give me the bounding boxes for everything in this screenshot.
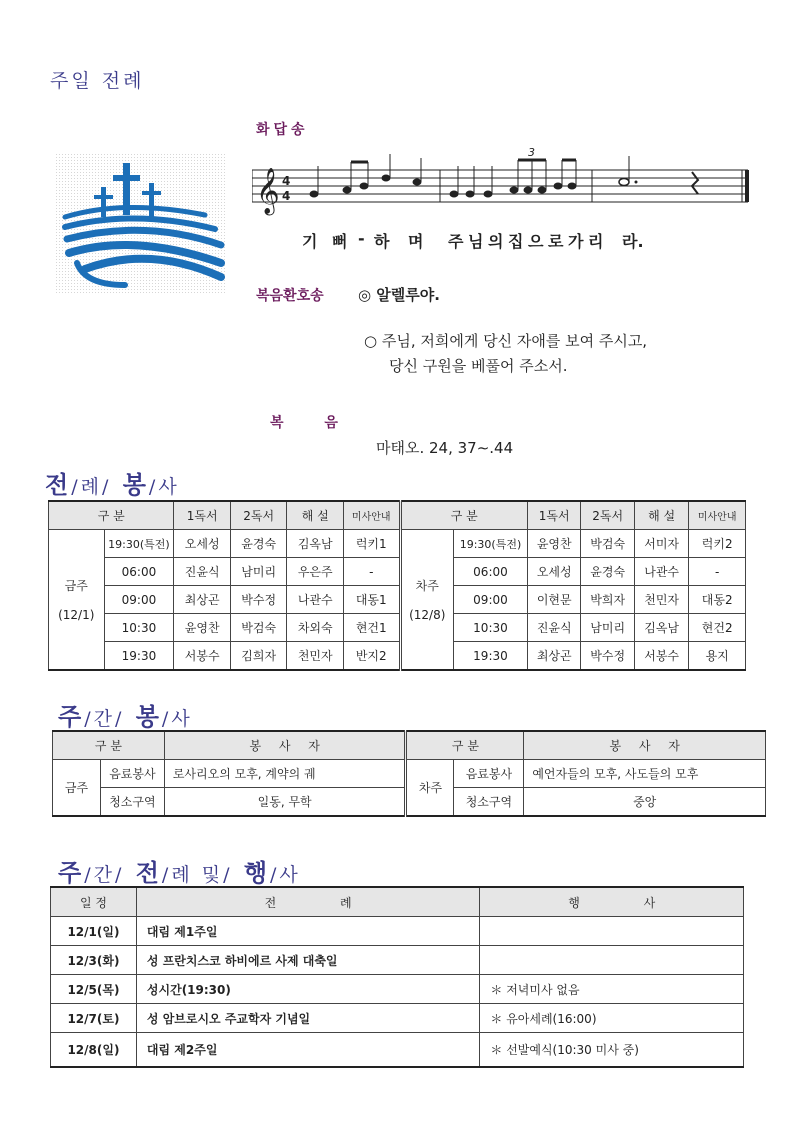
section-title-weekly-service: 주/간/ 봉/사	[58, 702, 193, 731]
table-row: 금주 음료봉사 로사리오의 모후, 계약의 궤 차주 음료봉사 예언자들의 모후, 사도들의 모후	[53, 760, 766, 788]
table-row: 09:00 최상곤 박수정 나관수 대동1 09:00 이현문 박희자 천민자 대동2	[49, 586, 746, 614]
table-row: 금주 (12/1) 19:30(특전) 오세성 윤경숙 김옥남 럭키1 차주 (12/8) 19:30(특전) 윤영찬 박검숙 서미자 럭키2	[49, 530, 746, 558]
table-header-row: 일 정 전 례 행 사	[51, 887, 744, 917]
table-row: 12/1(일) 대림 제1주일	[51, 917, 744, 946]
svg-text:4: 4	[282, 189, 291, 203]
liturgy-service-table	[48, 500, 746, 671]
table-row: 12/3(화) 성 프란치스코 하비에르 사제 대축일	[51, 946, 744, 975]
psalm-lyrics: 기 뻐 - 하 며 주 님 의 집 으 로 가 리 라.	[302, 229, 644, 251]
cross-logo	[55, 153, 227, 295]
weekly-events-table	[50, 886, 744, 1068]
svg-text:𝄞: 𝄞	[256, 168, 280, 214]
acclamation-verse-1: ○ 주님, 저희에게 당신 자애를 보여 주시고,	[364, 332, 648, 350]
table-row: 12/7(토) 성 암브로시오 주교학자 기념일 ＊ 유아세례(16:00)	[51, 1004, 744, 1033]
gospel-label: 복 음	[270, 415, 338, 431]
table-row: 06:00 진윤식 남미리 우은주 - 06:00 오세성 윤경숙 나관수 -	[49, 558, 746, 586]
gospel-reference: 마태오. 24, 37∼.44	[376, 439, 514, 457]
svg-text:4: 4	[282, 174, 291, 188]
gospel-acclamation-label: 복음환호송	[256, 288, 324, 304]
svg-text:3: 3	[528, 148, 535, 159]
next-week-cell: 차주 (12/8)	[400, 530, 453, 671]
table-row: 19:30 서봉수 김희자 천민자 반지2 19:30 최상곤 박수정 서봉수 용지	[49, 642, 746, 671]
psalm-music-staff	[252, 148, 752, 218]
table-header-row: 구 분 봉 사 자 구 분 봉 사 자	[53, 731, 766, 760]
table-row: 12/8(일) 대림 제2주일 ＊ 선발예식(10:30 미사 중)	[51, 1033, 744, 1067]
section-title-weekly-events: 주/간/ 전/례 및/ 행/사	[58, 858, 301, 887]
table-header-row: 구 분 1독서 2독서 해 설 미사안내 구 분 1독서 2독서 해 설 미사안내	[49, 501, 746, 530]
weekly-service-table	[52, 730, 766, 817]
psalm-label: 화답송	[256, 122, 309, 138]
acclamation-verse-2: 당신 구원을 베풀어 주소서.	[389, 357, 568, 375]
section-title-liturgy-service: 전/례/ 봉/사	[45, 470, 180, 499]
section-title-liturgy: 주일 전례	[50, 70, 145, 92]
table-row: 12/5(목) 성시간(19:30) ＊ 저녁미사 없음	[51, 975, 744, 1004]
alleluia-text: ◎ 알렐루야.	[358, 286, 440, 304]
table-row: 10:30 윤영찬 박검숙 차외숙 현건1 10:30 진윤식 남미리 김옥남 현건2	[49, 614, 746, 642]
table-row: 청소구역 일동, 무학 청소구역 중앙	[53, 788, 766, 817]
this-week-cell: 금주 (12/1)	[49, 530, 105, 671]
